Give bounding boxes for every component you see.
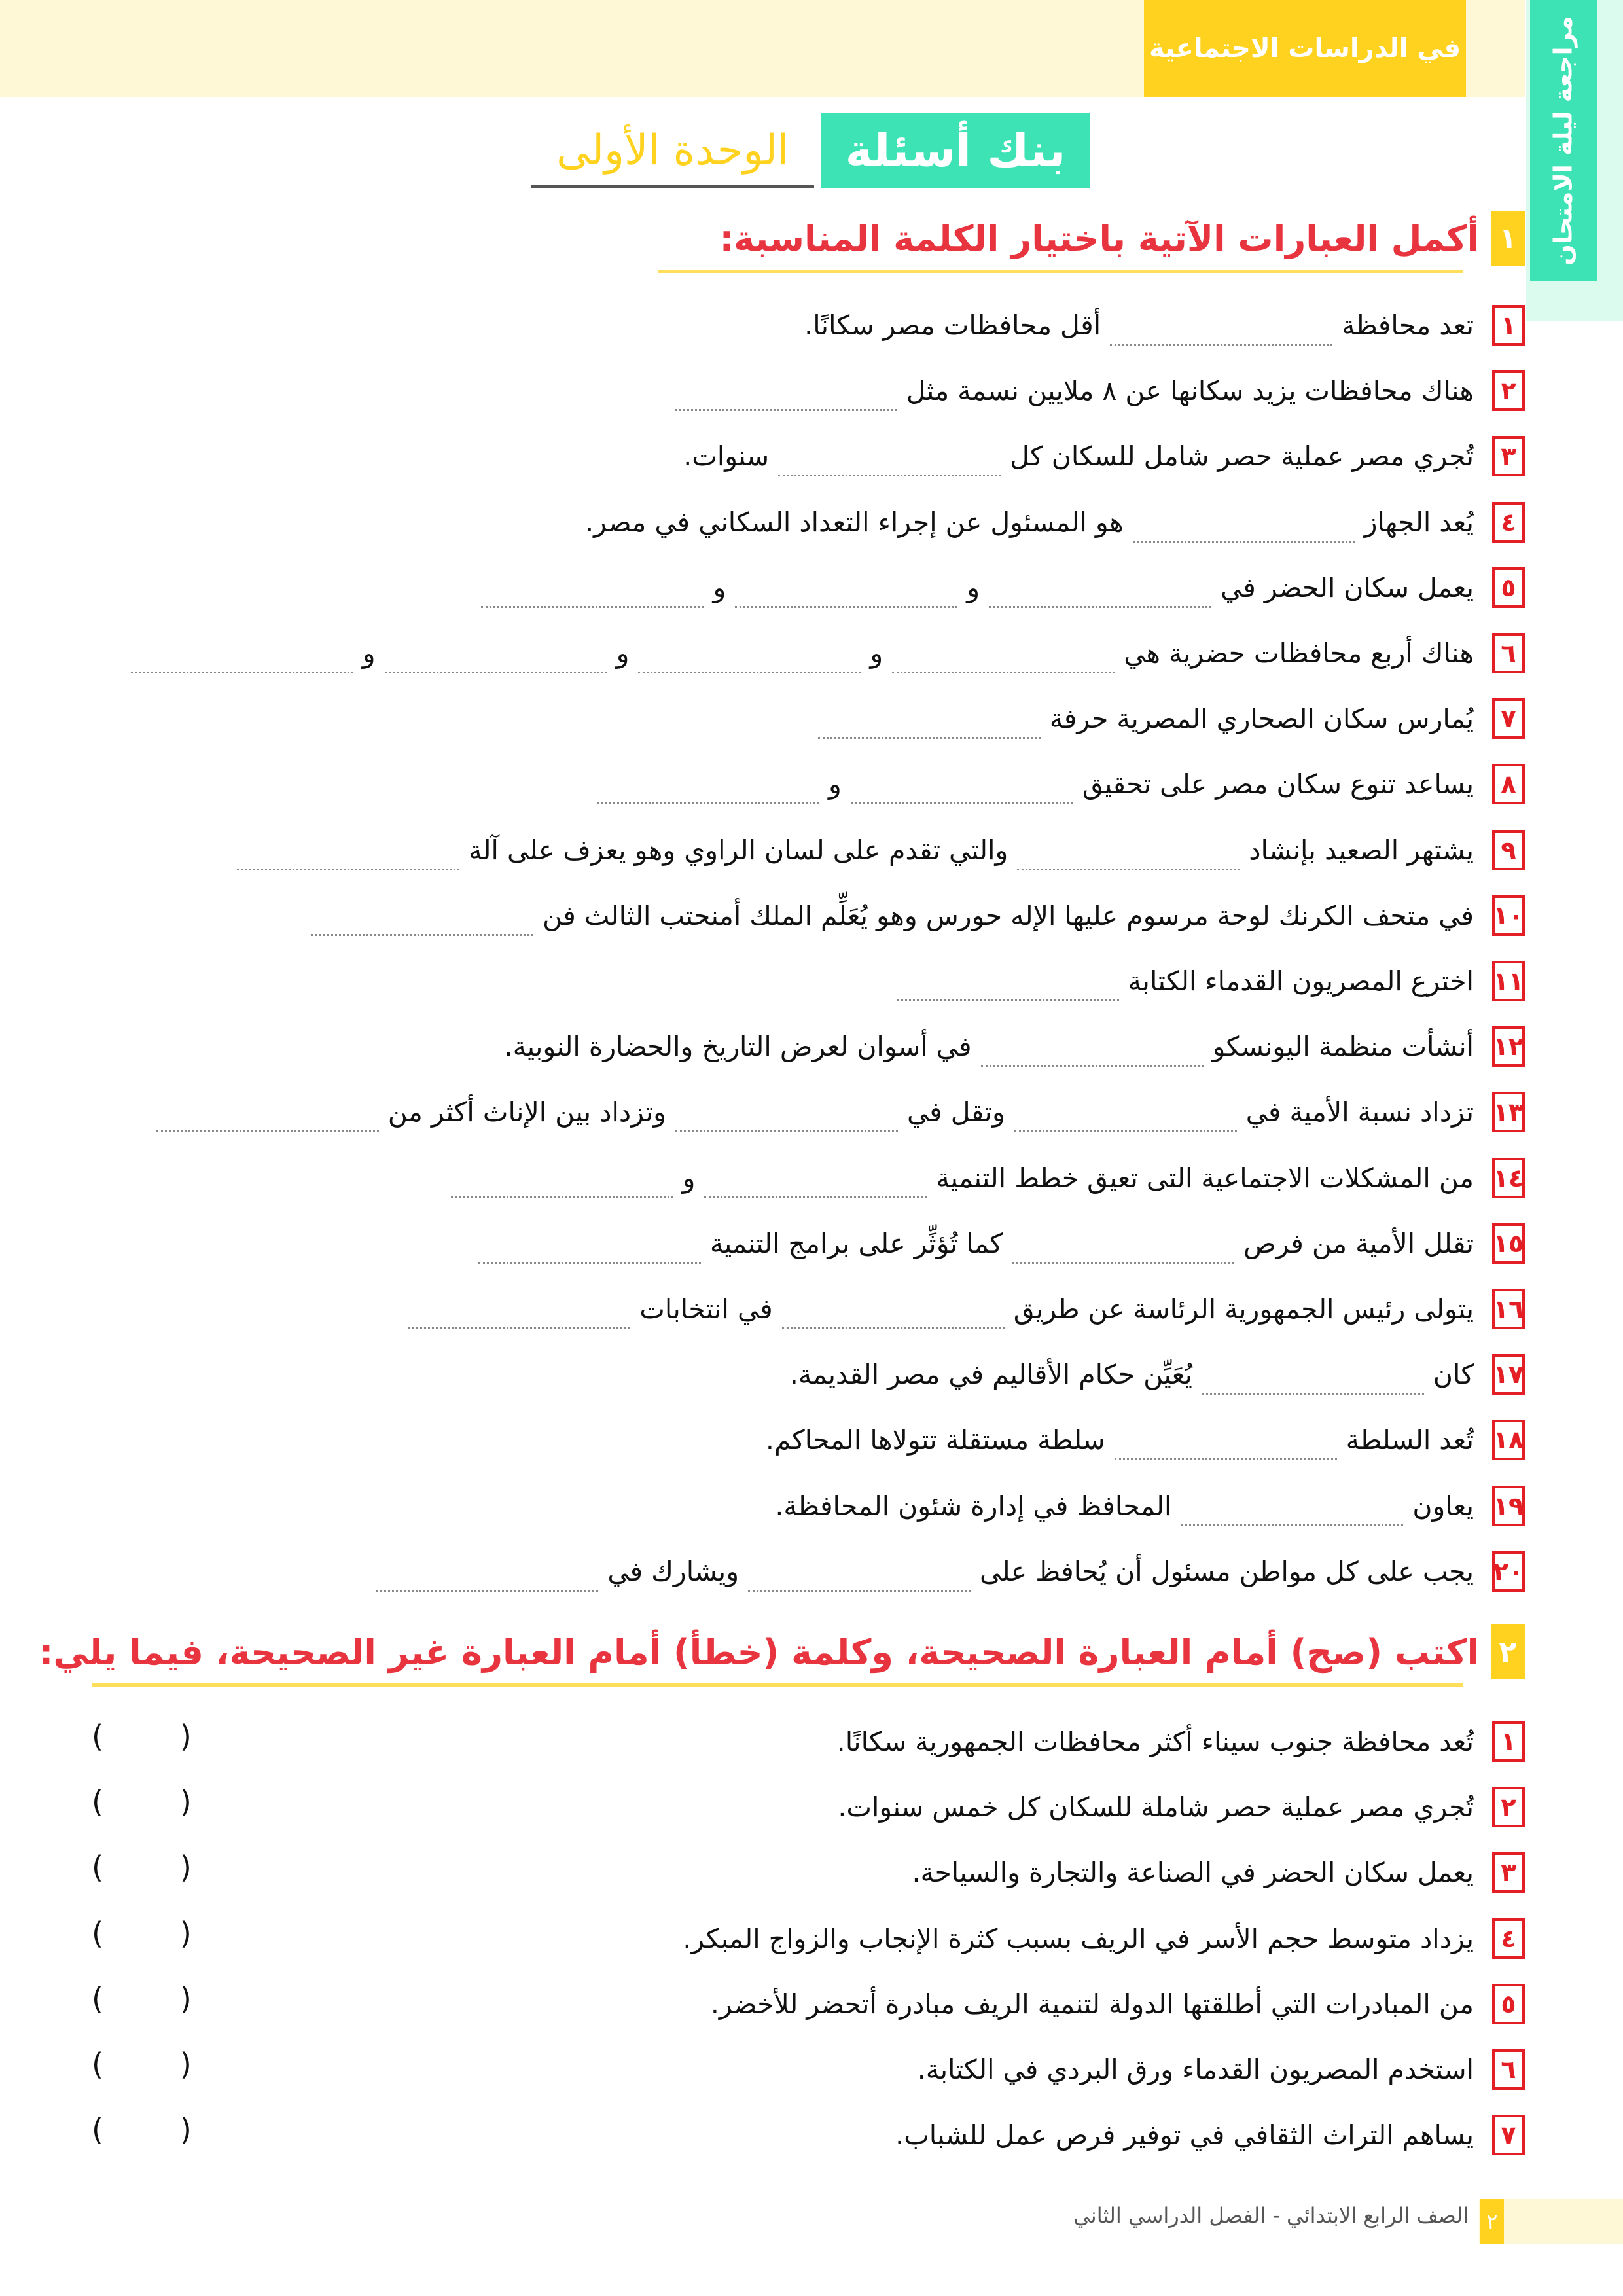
answer-blank[interactable] [311, 908, 533, 936]
fill-in-item [311, 890, 1525, 936]
item-text: في متحف الكرنك لوحة مرسوم عليها الإله حورس وهو يُعَلِّم الملك أمنحتب الثالث فن [543, 899, 1474, 931]
answer-blank[interactable] [981, 1039, 1204, 1067]
section2-underline [92, 1683, 1463, 1687]
answer-blank[interactable] [675, 1104, 898, 1132]
item-text: وتقل في [906, 1096, 1005, 1128]
answer-blank[interactable] [778, 448, 1001, 476]
answer-blank[interactable] [1115, 1432, 1337, 1460]
item-text: تُعد السلطة [1346, 1424, 1474, 1456]
answer-blank[interactable] [597, 776, 819, 804]
item-number: ١١ [1492, 961, 1525, 1001]
item-number: ٣ [1492, 1852, 1525, 1893]
item-number: ٣ [1492, 436, 1525, 476]
section2-heading [39, 1624, 1525, 1679]
answer-blank[interactable] [1014, 1104, 1237, 1132]
item-text: يتولى رئيس الجمهورية الرئاسة عن طريق [1013, 1293, 1474, 1325]
item-text: اخترع المصريون القدماء الكتابة [1128, 965, 1474, 997]
answer-blank[interactable] [131, 645, 353, 673]
item-text: يساعد تنوع سكان مصر على تحقيق [1082, 768, 1474, 800]
item-text: من المشكلات الاجتماعية التى تعيق خطط التنمية [936, 1162, 1474, 1194]
answer-blank[interactable] [481, 580, 704, 608]
item-number: ٨ [1492, 764, 1525, 804]
item-number: ٢٠ [1492, 1551, 1525, 1592]
answer-blank[interactable] [675, 383, 897, 411]
answer-blank[interactable] [156, 1104, 379, 1132]
footer-text: الصف الرابع الابتدائي - الفصل الدراسي الثاني [1073, 2203, 1469, 2228]
answer-blank[interactable] [478, 1236, 701, 1264]
item-number: ٩ [1492, 830, 1525, 870]
item-text: هناك أربع محافظات حضرية هي [1124, 637, 1474, 669]
item-text: يعمل سكان الحضر في [1221, 571, 1474, 603]
item-text: سلطة مستقلة تتولاها المحاكم. [765, 1424, 1105, 1456]
answer-parentheses[interactable]: ( ) [92, 1981, 192, 2017]
item-number: ٤ [1492, 1918, 1525, 1959]
item-text: تعد محافظة [1342, 310, 1474, 341]
item-text: يجب على كل مواطن مسئول أن يُحافظ على [980, 1555, 1474, 1587]
answer-parentheses[interactable]: ( ) [92, 2112, 192, 2148]
item-text: تزداد نسبة الأمية في [1245, 1096, 1474, 1128]
bank-title: بنك أسئلة [821, 113, 1090, 188]
fill-in-item [408, 1283, 1525, 1329]
fill-in-item [766, 1414, 1525, 1460]
item-number: ١٨ [1492, 1420, 1525, 1460]
unit-title: الوحدة الأولى [556, 126, 789, 175]
item-text: يُعَيِّن حكام الأقاليم في مصر القديمة. [789, 1359, 1192, 1391]
item-number: ١٣ [1492, 1092, 1525, 1132]
item-text: و [713, 571, 726, 603]
fill-in-item [683, 431, 1525, 476]
item-number: ٧ [1492, 698, 1525, 739]
fill-in-item [790, 1349, 1525, 1395]
item-text: يعاون [1412, 1490, 1474, 1522]
answer-blank[interactable] [1110, 317, 1332, 346]
answer-blank[interactable] [782, 1301, 1005, 1329]
item-text: في انتخابات [639, 1293, 773, 1325]
fill-in-item [481, 562, 1525, 608]
fill-in-item [775, 1480, 1525, 1526]
fill-in-item [675, 365, 1525, 411]
section1-underline [658, 270, 1463, 273]
section1-number: ١ [1491, 211, 1525, 266]
subject-banner: في الدراسات الاجتماعية [1144, 0, 1466, 97]
item-text: في أسوان لعرض التاريخ والحضارة النوبية. [504, 1031, 972, 1063]
answer-blank[interactable] [408, 1301, 630, 1329]
answer-blank[interactable] [1202, 1367, 1424, 1395]
true-false-item [918, 2044, 1525, 2090]
item-text: سنوات. [683, 440, 770, 473]
answer-blank[interactable] [897, 973, 1119, 1001]
answer-blank[interactable] [638, 645, 861, 673]
item-text: و [616, 637, 630, 669]
answer-parentheses[interactable]: ( ) [92, 1719, 192, 1754]
item-text: تُعد محافظة جنوب سيناء أكثر محافظات الجمهورية سكانًا. [836, 1726, 1474, 1757]
item-text: كما تُؤثِّر على برامج التنمية [709, 1227, 1003, 1259]
true-false-item [711, 1979, 1525, 2024]
answer-blank[interactable] [1181, 1498, 1403, 1526]
item-number: ١ [1492, 305, 1525, 346]
item-number: ٥ [1492, 567, 1525, 608]
item-text: تُجري مصر عملية حصر شاملة للسكان كل خمس سنوات. [838, 1791, 1474, 1823]
section1-heading [720, 211, 1525, 266]
answer-parentheses[interactable]: ( ) [92, 2047, 192, 2082]
fill-in-item [597, 759, 1525, 804]
item-text: ويشارك في [607, 1555, 739, 1587]
item-text: يُمارس سكان الصحاري المصرية حرفة [1049, 703, 1474, 735]
true-false-item [837, 1716, 1525, 1762]
item-text: أقل محافظات مصر سكانًا. [804, 310, 1101, 341]
item-text: من المبادرات التي أطلقتها الدولة لتنمية الريف مبادرة أتحضر للأخضر. [710, 1988, 1474, 2020]
item-text: و [682, 1162, 696, 1194]
answer-parentheses[interactable]: ( ) [92, 1784, 192, 1820]
fill-in-item [131, 628, 1525, 673]
item-text: يزداد متوسط حجم الأسر في الريف بسبب كثرة الإنجاب والزواج المبكر. [683, 1922, 1474, 1954]
true-false-item [912, 1847, 1525, 1893]
item-number: ٦ [1492, 633, 1525, 673]
item-number: ١٥ [1492, 1223, 1525, 1264]
item-text: استخدم المصريون القدماء ورق البردي في الكتابة. [917, 2054, 1474, 2085]
item-number: ١٦ [1492, 1289, 1525, 1329]
section2-number: ٢ [1491, 1624, 1525, 1679]
answer-blank[interactable] [1017, 842, 1240, 870]
item-text: وتزداد بين الإناث أكثر من [387, 1096, 666, 1128]
true-false-item [838, 1782, 1525, 1827]
item-number: ١٤ [1492, 1158, 1525, 1198]
true-false-item [683, 1913, 1525, 1959]
item-text: المحافظ في إدارة شئون المحافظة. [775, 1490, 1172, 1522]
item-text: هو المسئول عن إجراء التعداد السكاني في مصر. [585, 506, 1124, 538]
section2-title: اكتب (صح) أمام العبارة الصحيحة، وكلمة (خطأ) أمام العبارة غير الصحيحة، فيما يلي: [39, 1631, 1479, 1673]
item-text: كان [1433, 1359, 1474, 1391]
item-number: ٤ [1492, 502, 1525, 543]
item-text: و [829, 768, 842, 800]
answer-parentheses[interactable]: ( ) [92, 1850, 192, 1886]
answer-blank[interactable] [376, 1564, 598, 1592]
fill-in-item [897, 956, 1525, 1001]
item-text: تُجري مصر عملية حصر شامل للسكان كل [1010, 440, 1474, 473]
item-number: ١٧ [1492, 1354, 1525, 1395]
answer-blank[interactable] [892, 645, 1115, 673]
fill-in-item [505, 1021, 1525, 1067]
answer-blank[interactable] [385, 645, 607, 673]
side-strip [1530, 0, 1597, 281]
answer-blank[interactable] [851, 776, 1073, 804]
item-number: ١٩ [1492, 1486, 1525, 1526]
item-number: ١ [1492, 1721, 1525, 1762]
answer-blank[interactable] [989, 580, 1211, 608]
item-text: يعمل سكان الحضر في الصناعة والتجارة والسياحة. [912, 1857, 1474, 1889]
fill-in-item [237, 825, 1525, 870]
fill-in-item [585, 497, 1525, 543]
answer-blank[interactable] [704, 1170, 927, 1198]
fill-in-item [451, 1153, 1525, 1198]
true-false-item [895, 2109, 1525, 2155]
page-number: ٢ [1480, 2199, 1504, 2244]
answer-blank[interactable] [451, 1170, 673, 1198]
item-text: يُعد الجهاز [1364, 506, 1474, 538]
answer-blank[interactable] [1133, 514, 1355, 543]
item-text: يشتهر الصعيد بإنشاد [1249, 834, 1474, 866]
section1-title: أكمل العبارات الآتية باختيار الكلمة المناسبة: [719, 217, 1479, 259]
fill-in-item [376, 1546, 1525, 1592]
answer-blank[interactable] [237, 842, 459, 870]
item-number: ٢ [1492, 1787, 1525, 1827]
item-text: و [362, 637, 376, 669]
item-text: هناك محافظات يزيد سكانها عن ٨ ملايين نسمة مثل [906, 375, 1474, 407]
item-number: ٥ [1492, 1984, 1525, 2024]
item-text: أنشأت منظمة اليونسكو [1212, 1031, 1474, 1063]
answer-parentheses[interactable]: ( ) [92, 1915, 192, 1951]
item-number: ٢ [1492, 370, 1525, 411]
item-text: و [967, 571, 980, 603]
answer-blank[interactable] [748, 1564, 971, 1592]
fill-in-item [818, 693, 1525, 739]
side-label: مراجعة ليلة الامتحان [1549, 16, 1578, 266]
item-number: ١٢ [1492, 1026, 1525, 1067]
fill-in-item [478, 1218, 1525, 1264]
answer-blank[interactable] [818, 711, 1041, 739]
answer-blank[interactable] [1012, 1236, 1234, 1264]
item-text: يساهم التراث الثقافي في توفير فرص عمل للشباب. [895, 2119, 1474, 2151]
item-text: و [870, 637, 883, 669]
item-text: والتي تقدم على لسان الراوي وهو يعزف على آلة [469, 834, 1008, 866]
fill-in-item [156, 1086, 1525, 1132]
item-number: ١٠ [1492, 895, 1525, 936]
item-number: ٦ [1492, 2049, 1525, 2090]
item-number: ٧ [1492, 2115, 1525, 2155]
fill-in-item [804, 300, 1525, 346]
answer-blank[interactable] [735, 580, 957, 608]
item-text: تقلل الأمية من فرص [1243, 1227, 1474, 1259]
unit-underline [531, 185, 814, 188]
